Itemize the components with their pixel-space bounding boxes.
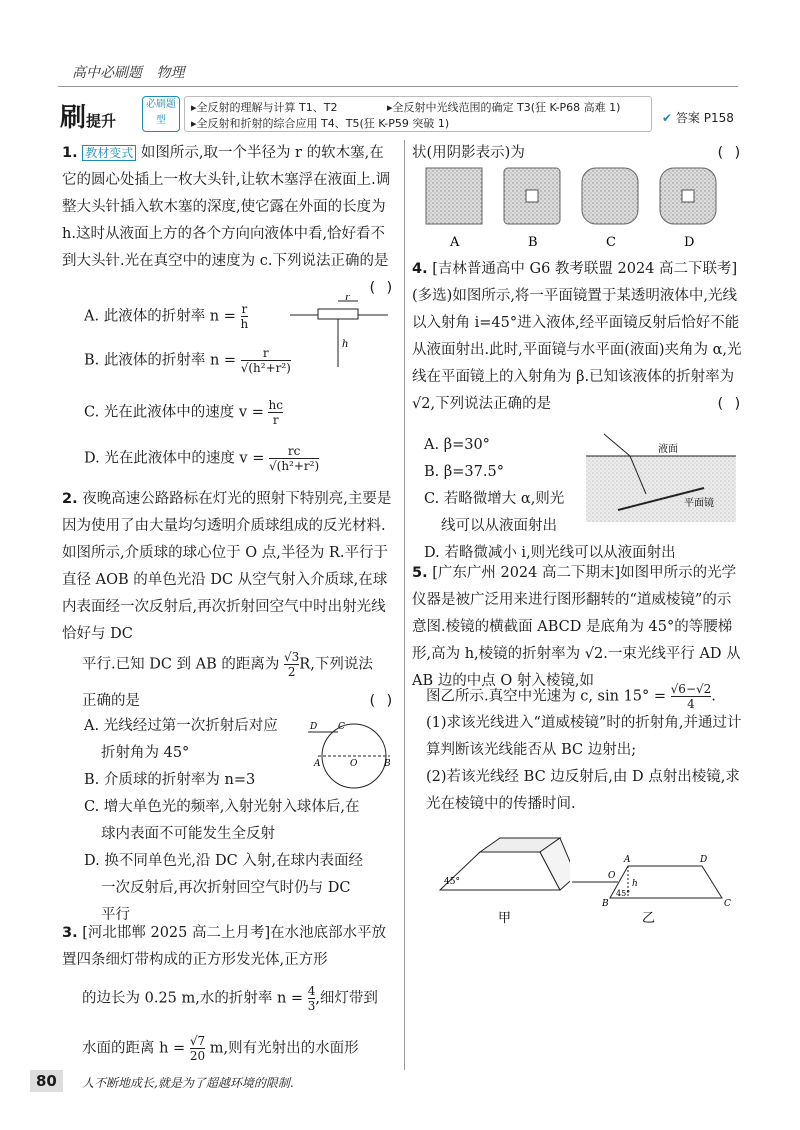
book-title: 高中必刷题	[72, 65, 142, 81]
choice-c-label: C	[606, 235, 616, 250]
q4-number: 4.	[412, 261, 428, 277]
label-h: h	[632, 879, 638, 889]
q2-number: 2.	[62, 491, 78, 507]
q2-option-d-cont2: 平行	[101, 907, 130, 923]
label-c: C	[724, 899, 731, 909]
q2-option-a: A. 光线经过第一次折射后对应	[84, 718, 278, 734]
label-r: r	[345, 295, 350, 303]
topic-box	[184, 96, 652, 132]
choice-c-shape	[582, 168, 638, 224]
q1-option-b-text: B. 此液体的折射率 n =	[84, 352, 237, 369]
fraction-4-over-3: $\frac{4}{3}$	[307, 984, 316, 1013]
brand-sub: 提升	[86, 112, 117, 130]
q1-option-c-text: C. 光在此液体中的速度 v =	[84, 404, 264, 421]
q5-text: [广东广州 2024 高二下期末]如图甲所示的光学仪器是被广泛用来进行图形翻转的“道威棱镜”的示意图.棱镜的横截面 ABCD 是底角为 45°的等腰梯形,高为 h,棱镜的折射率为 √2.一束光线平行 AD 从 AB 边的中点 O 射入棱镜,如	[412, 565, 741, 689]
q4-bracket: ( )	[715, 396, 742, 412]
q4-option-c: C. 若略微增大 α,则光	[424, 491, 565, 507]
liquid-body	[586, 456, 736, 522]
q3-stem	[62, 920, 394, 974]
footer-motto: 人不断地成长,就是为了超越环境的限制.	[82, 1076, 294, 1090]
q4-option-b: B. β=37.5°	[424, 464, 504, 480]
label-mirror: 平面镜	[684, 498, 714, 509]
label-surface: 液面	[658, 444, 678, 455]
q2-text: 夜晚高速公路路标在灯光的照射下特别亮,主要是因为使用了由大量均匀透明介质球组成的反光材料.如图所示,介质球的球心位于 O 点,半径为 R.平行于直径 AOB 的单色光沿 DC 从空气射入介质球,在球内表面经一次反射后,再次折射回空气中时出射光线恰好与 DC	[62, 491, 392, 642]
label-angle: 45°	[444, 877, 460, 887]
q4-option-d: D. 若略微减小 i,则光线可以从液面射出	[424, 545, 676, 561]
check-icon: ✔	[662, 111, 673, 125]
label-a: A	[624, 855, 631, 865]
q3-continued	[412, 140, 742, 167]
q4-stem	[412, 256, 742, 418]
q5-part-1: (1)求该光线进入“道威棱镜”时的折射角,并通过计算判断该光线能否从 BC 边射出;	[426, 715, 742, 758]
q1-option-b	[84, 346, 291, 375]
label-d: D	[310, 722, 318, 732]
q2-bracket: ( )	[367, 693, 394, 709]
incident-ray	[604, 434, 630, 456]
choice-d-hole	[682, 190, 694, 202]
fraction-r-over-h: $\frac{r}{h}$	[240, 302, 249, 331]
q4-option-c-cont: 线可以从液面射出	[441, 518, 557, 534]
q1-option-c	[84, 398, 283, 427]
page-number: 80	[30, 1070, 63, 1092]
sphere-diagram	[308, 710, 392, 794]
topic-item: ▸全反射和折射的综合应用 T4、T5(狂 K-P59 突破 1)	[191, 117, 450, 130]
q1-option-a	[84, 302, 248, 331]
label-d: D	[700, 855, 708, 865]
q2-text-c: 正确的是	[82, 693, 140, 709]
label-h: h	[342, 339, 349, 350]
answer-page: P158	[703, 111, 734, 125]
q3-text: [河北邯郸 2025 高二上月考]在水池底部水平放置四条细灯带构成的正方形发光体,正方形	[62, 925, 387, 968]
label-b: B	[384, 759, 391, 769]
q1-bracket: ( )	[367, 280, 394, 296]
q3-bracket: ( )	[715, 145, 742, 161]
fraction-sin15: $\frac{√6-√2}{4}$	[670, 682, 712, 711]
q3-choices	[420, 166, 740, 256]
q5-line2: 图乙所示.真空中光速为 c, sin 15° = $\frac{√6-√2}{4}$ .	[426, 682, 716, 711]
choice-b-label: B	[528, 235, 538, 250]
dove-prism-section	[572, 832, 742, 924]
q4-option-a: A. β=30°	[424, 437, 490, 453]
q3-line3	[82, 1034, 359, 1063]
q2-option-d: D. 换不同单色光,沿 DC 入射,在球内表面经	[84, 853, 363, 869]
column-divider	[404, 140, 405, 1070]
fraction-hc-over-r: $\frac{hc}{r}$	[268, 398, 283, 427]
brand-tag: 必刷题型	[142, 96, 180, 132]
running-header	[72, 62, 194, 82]
q1-option-d-text: D. 光在此液体中的速度 v =	[84, 450, 265, 467]
q5-part-2: (2)若该光线经 BC 边反射后,由 D 点射出棱镜,求光在棱镜中的传播时间.	[426, 769, 740, 812]
topic-item: ▸全反射中光线范围的确定 T3(狂 K-P68 高难 1)	[387, 101, 621, 114]
label-c: C	[338, 722, 345, 732]
header-rule	[58, 86, 738, 87]
q1-option-d	[84, 444, 319, 473]
q1-stem	[62, 140, 394, 302]
label-o: O	[608, 871, 616, 881]
answer-ref	[662, 109, 734, 126]
q1-tag: 教材变式	[82, 145, 136, 161]
q2-stem	[62, 486, 394, 648]
label-b: B	[602, 899, 609, 909]
q1-text: 如图所示,取一个半径为 r 的软木塞,在它的圆心处插上一枚大头针,让软木塞浮在液面上.调整大头针插入软木塞的深度,使它露在外面的长度为 h.这时从液面上方的各个方向向液体中看,恰好看不到大头针.光在真空中的速度为 c.下列说法正确的是	[62, 145, 391, 269]
choice-d-label: D	[684, 235, 695, 250]
q2-option-d-cont: 一次反射后,再次折射回空气时仍与 DC	[101, 880, 351, 896]
q5-text-b: 图乙所示.真空中光速为 c, sin 15° =	[426, 688, 667, 705]
subject: 物理	[156, 65, 185, 81]
fraction-sqrt3-over-2: $\frac{√3}{2}$	[284, 650, 300, 679]
q3-text-d: m,则有光射出的水面形	[209, 1040, 359, 1057]
label-a: A	[314, 759, 321, 769]
q1-number: 1.	[62, 145, 78, 161]
label-angle: 45°	[616, 889, 631, 898]
q3-cont-text: 状(用阴影表示)为	[412, 145, 525, 161]
mirror-liquid-diagram	[584, 432, 740, 524]
choice-a-shape	[426, 168, 482, 224]
topic-item: ▸全反射的理解与计算 T1、T2	[191, 101, 338, 114]
answer-label: 答案	[675, 111, 700, 125]
q2-line2	[82, 650, 373, 679]
q3-line2	[82, 984, 378, 1013]
q2-text-b: R,下列说法	[299, 656, 373, 673]
cork-pin-diagram	[290, 295, 390, 375]
q4-text: [吉林普通高中 G6 教考联盟 2024 高二下联考](多选)如图所示,将一平面镜置于某透明液体中,光线以入射角 i=45°进入液体,经平面镜反射后恰好不能从液面射出.此时,平面镜与水平面(液面)夹角为 α,光线在平面镜上的入射角为 β.已知该液体的折射率为 √2,下列说法正确的是	[412, 261, 742, 412]
brand-title	[60, 97, 116, 134]
dove-prism-3d	[420, 832, 570, 924]
label-o: O	[350, 759, 358, 769]
q2-option-b: B. 介质球的折射率为 n=3	[84, 772, 256, 788]
fraction-r-over-sqrt: $\frac{r}{\text{√(h²+r²)}}$	[240, 346, 291, 375]
q1-option-a-text: A. 此液体的折射率 n =	[84, 308, 236, 325]
brand-main: 刷	[60, 103, 87, 133]
q5-number: 5.	[412, 565, 428, 581]
q3-text-c: 水面的距离 h =	[82, 1040, 186, 1057]
caption-right: 乙	[642, 911, 656, 924]
fraction-sqrt7-over-20: $\frac{√7}{20}$	[189, 1034, 206, 1063]
choice-a-label: A	[450, 235, 460, 250]
q3-number: 3.	[62, 925, 78, 941]
q2-option-a-cont: 折射角为 45°	[101, 745, 190, 761]
q2-option-c-cont: 球内表面不可能发生全反射	[101, 826, 275, 842]
q3-text-a: 的边长为 0.25 m,水的折射率 n =	[82, 990, 304, 1007]
caption-left: 甲	[498, 911, 512, 924]
fraction-rc-over-sqrt: $\frac{rc}{\text{√(h²+r²)}}$	[269, 444, 320, 473]
choice-b-hole	[526, 190, 538, 202]
q2-option-c: C. 增大单色光的频率,入射光射入球体后,在	[84, 799, 360, 815]
cork	[318, 309, 358, 319]
q2-text-a: 平行.已知 DC 到 AB 的距离为	[82, 656, 280, 673]
q5-stem	[412, 560, 742, 695]
q3-text-b: ,细灯带到	[315, 990, 378, 1007]
q5-parts	[426, 710, 742, 818]
